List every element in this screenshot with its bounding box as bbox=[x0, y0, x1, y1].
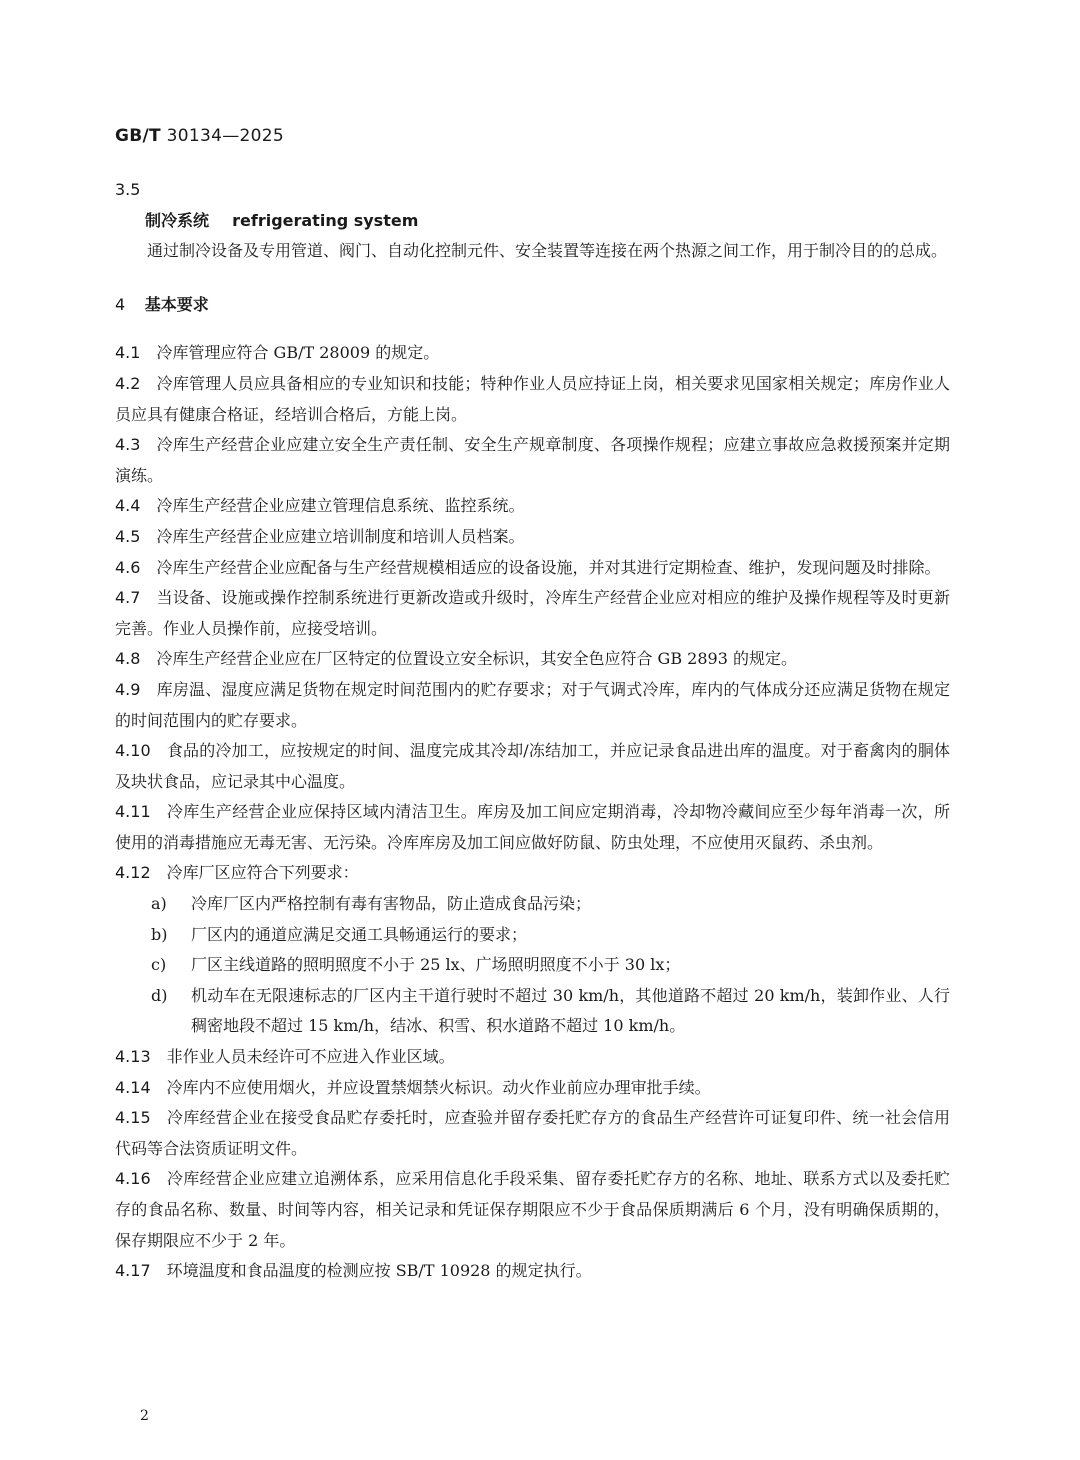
clause-text: 环境温度和食品温度的检测应按 SB/T 10928 的规定执行。 bbox=[166, 1261, 592, 1281]
clause-number: 4.5 bbox=[115, 526, 141, 546]
list-item-d bbox=[115, 981, 950, 1042]
list-item-a bbox=[115, 889, 950, 920]
clause-number: 4.6 bbox=[115, 557, 141, 577]
clause-4-16 bbox=[115, 1164, 950, 1256]
clause-text: 冷库管理人员应具备相应的专业知识和技能；特种作业人员应持证上岗，相关要求见国家相关规定；库房作业人员应具有健康合格证，经培训合格后，方能上岗。 bbox=[115, 373, 950, 424]
chapter-heading bbox=[115, 290, 950, 321]
page-number: 2 bbox=[140, 1408, 149, 1424]
clause-number: 4.7 bbox=[115, 588, 141, 608]
clause-4-14 bbox=[115, 1073, 950, 1104]
list-item-text: 机动车在无限速标志的厂区内主干道行驶时不超过 30 km/h，其他道路不超过 20 km/h，装卸作业、人行稠密地段不超过 15 km/h，结冰、积雪、积水道路不超过 10 km/h。 bbox=[191, 985, 950, 1036]
section-number-3-5: 3.5 bbox=[115, 180, 141, 199]
clause-number: 4.4 bbox=[115, 496, 141, 516]
clause-text: 冷库厂区应符合下列要求： bbox=[166, 863, 359, 883]
clause-text: 库房温、湿度应满足货物在规定时间范围内的贮存要求；对于气调式冷库，库内的气体成分还应满足货物在规定的时间范围内的贮存要求。 bbox=[115, 679, 950, 730]
clause-number: 4.13 bbox=[115, 1047, 151, 1067]
clause-4-13 bbox=[115, 1042, 950, 1073]
clause-number: 4.14 bbox=[115, 1077, 151, 1097]
clause-text: 冷库生产经营企业应保持区域内清洁卫生。库房及加工间应定期消毒，冷却物冷藏间应至少每年消毒一次，所使用的消毒措施应无毒无害、无污染。冷库库房及加工间应做好防鼠、防虫处理，不应使用灭鼠药、杀虫剂。 bbox=[115, 802, 950, 852]
standard-code: GB/T bbox=[115, 126, 161, 146]
clause-text: 冷库生产经营企业应在厂区特定的位置设立安全标识，其安全色应符合 GB 2893 的规定。 bbox=[156, 649, 797, 669]
document-body bbox=[115, 175, 950, 1287]
clause-number: 4.3 bbox=[115, 435, 141, 455]
list-marker: a) bbox=[151, 894, 167, 914]
list-item-text: 厂区主线道路的照明照度不小于 25 lx、广场照明照度不小于 30 lx； bbox=[191, 955, 681, 975]
clause-text: 冷库生产经营企业应建立管理信息系统、监控系统。 bbox=[156, 496, 525, 516]
standard-number: 30134—2025 bbox=[166, 126, 284, 146]
list-item-text: 厂区内的通道应满足交通工具畅通运行的要求； bbox=[191, 924, 528, 944]
clause-list bbox=[115, 338, 950, 1286]
clause-number: 4.8 bbox=[115, 649, 141, 669]
clause-4-9 bbox=[115, 675, 950, 736]
clause-4-7 bbox=[115, 583, 950, 644]
clause-4-6 bbox=[115, 553, 950, 584]
list-item-text: 冷库厂区内严格控制有毒有害物品，防止造成食品污染； bbox=[191, 894, 592, 914]
clause-4-11 bbox=[115, 797, 950, 858]
clause-text: 当设备、设施或操作控制系统进行更新改造或升级时，冷库生产经营企业应对相应的维护及操作规程等及时更新完善。作业人员操作前，应接受培训。 bbox=[115, 588, 950, 638]
clause-number: 4.11 bbox=[115, 802, 151, 822]
list-marker: c) bbox=[151, 955, 167, 975]
clause-4-1 bbox=[115, 338, 950, 369]
clause-4-5 bbox=[115, 522, 950, 553]
clause-text: 非作业人员未经许可不应进入作业区域。 bbox=[166, 1047, 455, 1067]
clause-number: 4.17 bbox=[115, 1261, 151, 1281]
term-chinese: 制冷系统 bbox=[145, 210, 210, 230]
clause-text: 冷库生产经营企业应建立安全生产责任制、安全生产规章制度、各项操作规程；应建立事故应急救援预案并定期演练。 bbox=[115, 435, 950, 485]
standard-header bbox=[115, 126, 284, 146]
clause-text: 冷库经营企业在接受食品贮存委托时，应查验并留存委托贮存方的食品生产经营许可证复印件、统一社会信用代码等合法资质证明文件。 bbox=[115, 1108, 950, 1158]
clause-4-17 bbox=[115, 1256, 950, 1287]
clause-4-15 bbox=[115, 1103, 950, 1164]
clause-number: 4.9 bbox=[115, 679, 141, 699]
clause-4-8 bbox=[115, 644, 950, 675]
term-definition: 通过制冷设备及专用管道、阀门、自动化控制元件、安全装置等连接在两个热源之间工作，用于制冷目的的总成。 bbox=[147, 241, 948, 261]
clause-4-2 bbox=[115, 369, 950, 430]
clause-number: 4.15 bbox=[115, 1108, 151, 1128]
clause-number: 4.1 bbox=[115, 343, 141, 363]
clause-number: 4.10 bbox=[115, 741, 151, 761]
list-marker: b) bbox=[151, 924, 168, 944]
clause-number: 4.2 bbox=[115, 373, 141, 393]
clause-text: 冷库内不应使用烟火，并应设置禁烟禁火标识。动火作业前应办理审批手续。 bbox=[166, 1077, 711, 1097]
clause-text: 冷库管理应符合 GB/T 28009 的规定。 bbox=[156, 343, 440, 363]
clause-4-4 bbox=[115, 491, 950, 522]
clause-text: 食品的冷加工，应按规定的时间、温度完成其冷却/冻结加工，并应记录食品进出库的温度。对于畜禽肉的胴体及块状食品，应记录其中心温度。 bbox=[115, 741, 950, 791]
clause-4-3 bbox=[115, 430, 950, 491]
clause-number: 4.16 bbox=[115, 1169, 151, 1189]
clause-4-12 bbox=[115, 858, 950, 889]
clause-text: 冷库生产经营企业应配备与生产经营规模相适应的设备设施，并对其进行定期检查、维护，发现问题及时排除。 bbox=[156, 557, 941, 577]
clause-text: 冷库经营企业应建立追溯体系，应采用信息化手段采集、留存委托贮存方的名称、地址、联系方式以及委托贮存的食品名称、数量、时间等内容，相关记录和凭证保存期限应不少于食品保质期满后 6 个月，没有明确保质期的，保存期限应不少于 2 年。 bbox=[115, 1169, 950, 1250]
chapter-title: 基本要求 bbox=[144, 294, 209, 314]
clause-text: 冷库生产经营企业应建立培训制度和培训人员档案。 bbox=[156, 526, 525, 546]
list-marker: d) bbox=[151, 985, 168, 1005]
clause-4-10 bbox=[115, 736, 950, 797]
chapter-number: 4 bbox=[115, 294, 126, 314]
term-english: refrigerating system bbox=[232, 210, 419, 230]
list-item-c bbox=[115, 950, 950, 981]
term-heading bbox=[115, 206, 950, 237]
list-item-b bbox=[115, 920, 950, 951]
clause-number: 4.12 bbox=[115, 863, 151, 883]
